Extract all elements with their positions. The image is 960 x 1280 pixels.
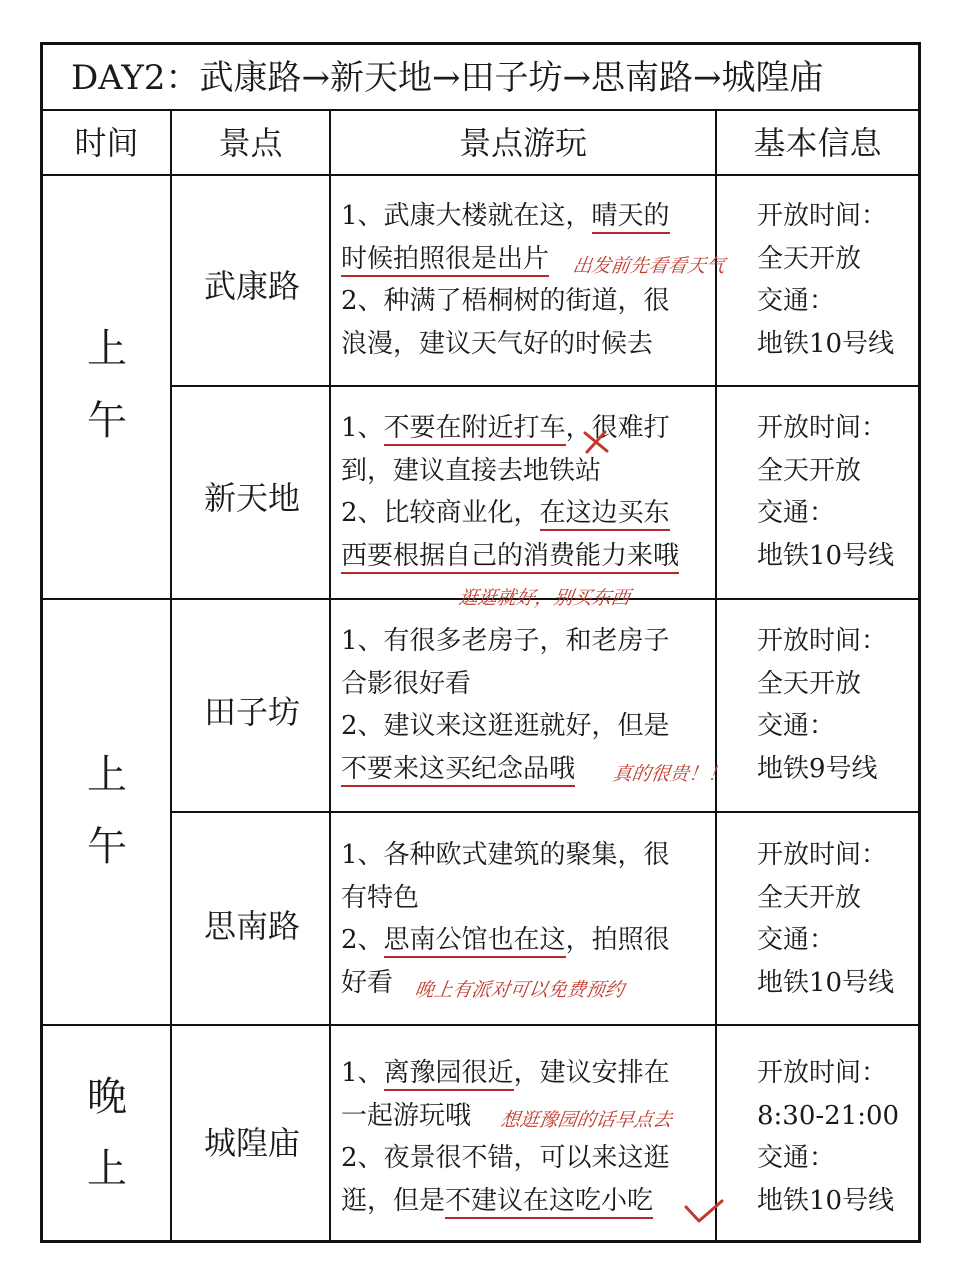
open-label: 开放时间： [757,626,888,656]
desc-text: ，拍照很 [565,925,670,955]
open-label: 开放时间： [757,1058,888,1088]
period-label [43,739,171,883]
traffic-label: 交通： [757,498,836,528]
period-char: 午 [87,398,127,444]
basic-info [757,620,917,790]
header-spot: 景点 [218,124,283,162]
desc-text: 1、各种欧式建筑的聚集，很 [341,840,670,870]
traffic-value: 地铁10号线 [757,1185,895,1216]
desc-text: 有特色 [341,882,420,913]
desc-text: 2、 [341,925,384,955]
cross-mark-icon [581,429,611,455]
header-time: 时间 [74,124,139,162]
desc-highlight: 西要根据自己的消费能力来哦 [341,541,679,574]
handwritten-note: 逛逛就好，别买东西 [457,587,632,609]
desc-highlight: 不要在附近打车 [384,413,566,446]
handwritten-note: 真的很贵！！ [611,763,729,785]
desc-text: 1、 [341,413,384,443]
open-hours: 全天开放 [757,243,862,274]
divider [170,811,918,813]
spot-name: 田子坊 [203,693,300,731]
handwritten-note: 想逛豫园的话早点去 [499,1109,674,1131]
period-char: 上 [87,1146,127,1192]
desc-highlight: 不要来这买纪念品哦 [341,754,575,787]
desc-highlight: 晴天的 [592,201,670,234]
open-hours: 8:30-21:00 [757,1100,900,1131]
traffic-label: 交通： [757,925,836,955]
period-char: 上 [87,752,127,798]
spot-description [341,195,721,365]
open-hours: 全天开放 [757,668,862,699]
desc-text: 到，建议直接去地铁站 [341,455,602,486]
header-play: 景点游玩 [458,124,587,162]
traffic-value: 地铁9号线 [757,753,878,784]
period-char: 午 [87,824,127,870]
open-label: 开放时间： [757,840,888,870]
handwritten-note: 晚上有派对可以免费预约 [413,979,626,1001]
desc-highlight: 时候拍照很是出片 [341,244,549,277]
spot-name: 武康路 [203,267,300,305]
itinerary-table [40,42,921,1243]
traffic-label: 交通： [757,286,836,316]
divider [170,385,918,387]
desc-text: 2、建议来这逛逛就好，但是 [341,711,670,741]
open-label: 开放时间： [757,201,888,231]
desc-text: 2、种满了梧桐树的街道，很 [341,286,670,316]
basic-info [757,407,917,577]
header-info: 基本信息 [753,124,882,162]
desc-text: 1、有很多老房子，和老房子 [341,626,670,656]
desc-text: 合影很好看 [341,668,472,699]
spot-description [341,1052,721,1222]
period-char: 晚 [87,1074,127,1120]
open-hours: 全天开放 [757,455,862,486]
desc-text: 逛，但是 [341,1185,446,1216]
traffic-label: 交通： [757,711,836,741]
period-char: 上 [87,326,127,372]
desc-text: 2、夜景很不错，可以来这逛 [341,1143,670,1173]
desc-text: 好看 [341,967,394,998]
spot-name: 城隍庙 [203,1124,300,1162]
traffic-value: 地铁10号线 [757,967,895,998]
desc-highlight: 在这边买东 [540,498,670,531]
desc-highlight: 离豫园很近 [384,1058,514,1091]
desc-text: 1、武康大楼就在这， [341,201,592,231]
traffic-value: 地铁10号线 [757,328,895,359]
basic-info [757,1052,917,1222]
period-label [43,313,171,457]
open-hours: 全天开放 [757,882,862,913]
table-title: DAY2：武康路→新天地→田子坊→思南路→城隍庙 [43,45,918,111]
spot-description [341,407,721,577]
divider [43,1024,918,1026]
traffic-value: 地铁10号线 [757,540,895,571]
spot-name: 思南路 [203,907,300,945]
check-mark-icon [683,1197,725,1227]
desc-text: 1、 [341,1058,384,1088]
desc-text: ，建议安排在 [513,1058,670,1088]
basic-info [757,195,917,365]
period-label [43,1061,171,1205]
basic-info [757,834,917,1004]
traffic-label: 交通： [757,1143,836,1173]
open-label: 开放时间： [757,413,888,443]
desc-highlight: 不建议在这吃小吃 [445,1186,653,1219]
desc-text: 一起游玩哦 [341,1100,472,1131]
desc-text: ，很难打 [565,413,670,443]
desc-text: 浪漫，建议天气好的时候去 [341,328,654,359]
spot-name: 新天地 [203,479,300,517]
handwritten-note: 出发前先看看天气 [571,255,727,277]
desc-highlight: 思南公馆也在这 [384,925,566,958]
desc-text: 2、比较商业化， [341,498,540,528]
